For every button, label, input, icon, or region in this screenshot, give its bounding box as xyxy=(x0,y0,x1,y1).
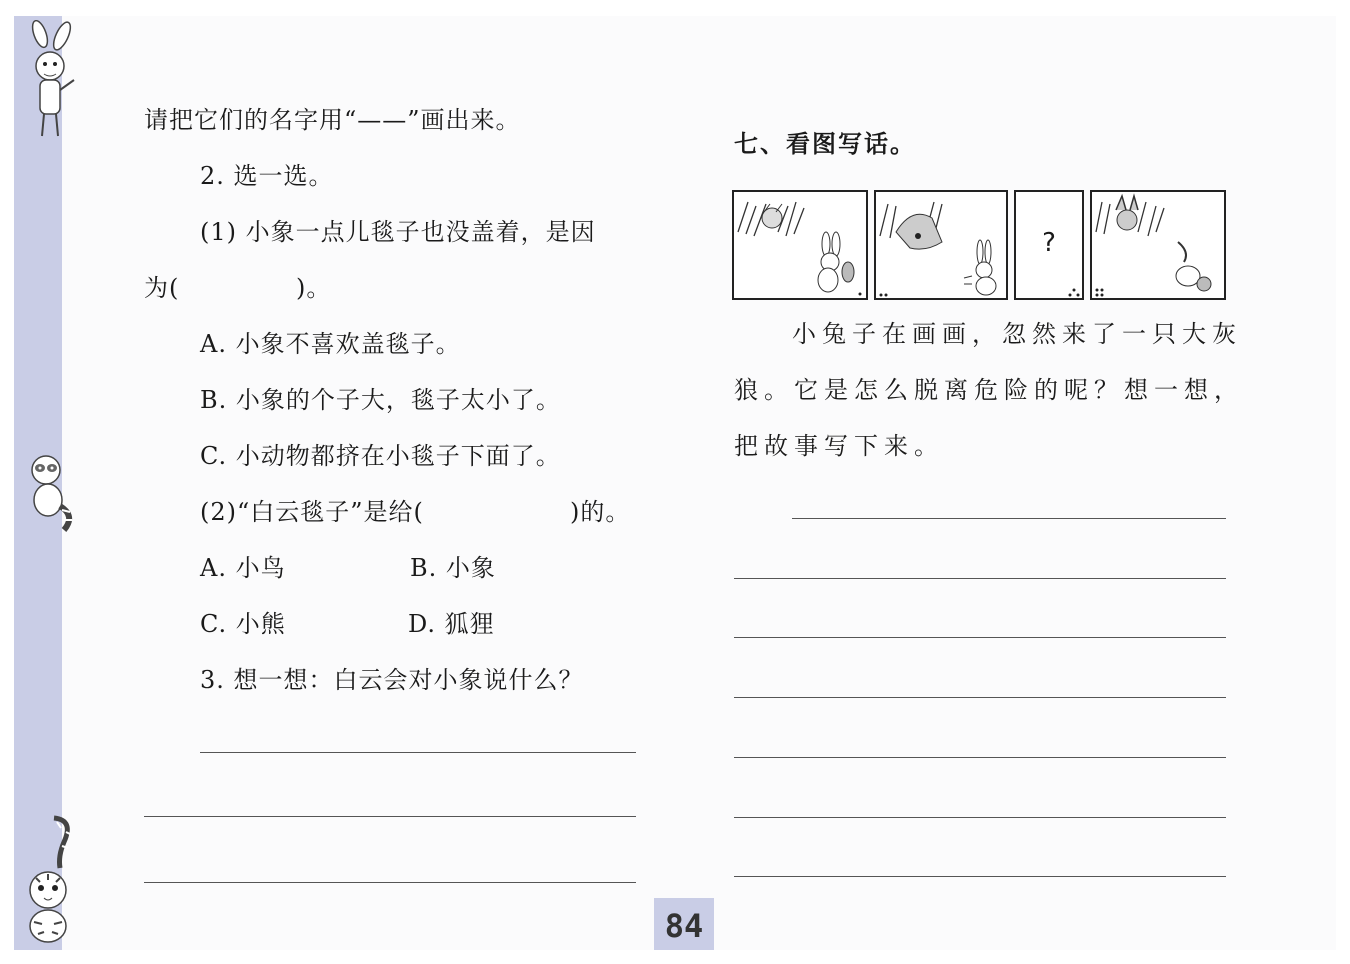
writing-line[interactable] xyxy=(734,817,1226,818)
question-2-1-option-a: A. 小象不喜欢盖毯子。 xyxy=(200,330,461,358)
rabbit-cartoon-icon xyxy=(14,20,84,140)
question-mark: ? xyxy=(1042,228,1056,258)
story-prompt-line-2: 狼。它是怎么脱离危险的呢？想一想， xyxy=(734,376,1244,404)
raccoon-cartoon-icon xyxy=(16,446,82,536)
writing-line[interactable] xyxy=(792,518,1226,519)
question-2-2-paren-close: )的。 xyxy=(570,498,631,526)
question-3-stem: 3. 想一想：白云会对小象说什么？ xyxy=(200,666,584,694)
question-2-1-paren-close: )。 xyxy=(296,274,332,302)
intro-instruction: 请把它们的名字用“——”画出来。 xyxy=(144,106,521,134)
question-2-1-stem: (1) 小象一点儿毯子也没盖着，是因 xyxy=(200,218,596,246)
tiger-cartoon-icon xyxy=(14,812,80,948)
answer-line[interactable] xyxy=(144,882,636,883)
section-7-heading: 七、看图写话。 xyxy=(734,130,916,158)
story-prompt-line-3: 把故事写下来。 xyxy=(734,432,944,460)
writing-line[interactable] xyxy=(734,876,1226,877)
question-2-2-option-a: A. 小鸟 xyxy=(200,554,286,582)
comic-panel-4 xyxy=(1090,190,1226,300)
comic-panel-2 xyxy=(874,190,1008,300)
comic-panel-3-missing xyxy=(1014,190,1084,300)
question-2-2-stem: (2)“白云毯子”是给( xyxy=(200,498,424,526)
question-2-2-option-b: B. 小象 xyxy=(410,554,496,582)
question-2-title: 2. 选一选。 xyxy=(200,162,334,190)
question-2-1-option-c: C. 小动物都挤在小毯子下面了。 xyxy=(200,442,561,470)
question-2-2-option-c: C. 小熊 xyxy=(200,610,286,638)
question-2-2-option-d: D. 狐狸 xyxy=(408,610,495,638)
answer-line[interactable] xyxy=(144,816,636,817)
writing-line[interactable] xyxy=(734,757,1226,758)
question-2-1-stem-cont: 为( xyxy=(144,274,180,302)
page-number: 84 xyxy=(654,898,714,950)
question-2-1-option-b: B. 小象的个子大，毯子太小了。 xyxy=(200,386,561,414)
writing-line[interactable] xyxy=(734,637,1226,638)
answer-line[interactable] xyxy=(200,752,636,753)
story-prompt-line-1: 小兔子在画画，忽然来了一只大灰 xyxy=(792,320,1242,348)
comic-panel-1 xyxy=(732,190,868,300)
writing-line[interactable] xyxy=(734,697,1226,698)
writing-line[interactable] xyxy=(734,578,1226,579)
